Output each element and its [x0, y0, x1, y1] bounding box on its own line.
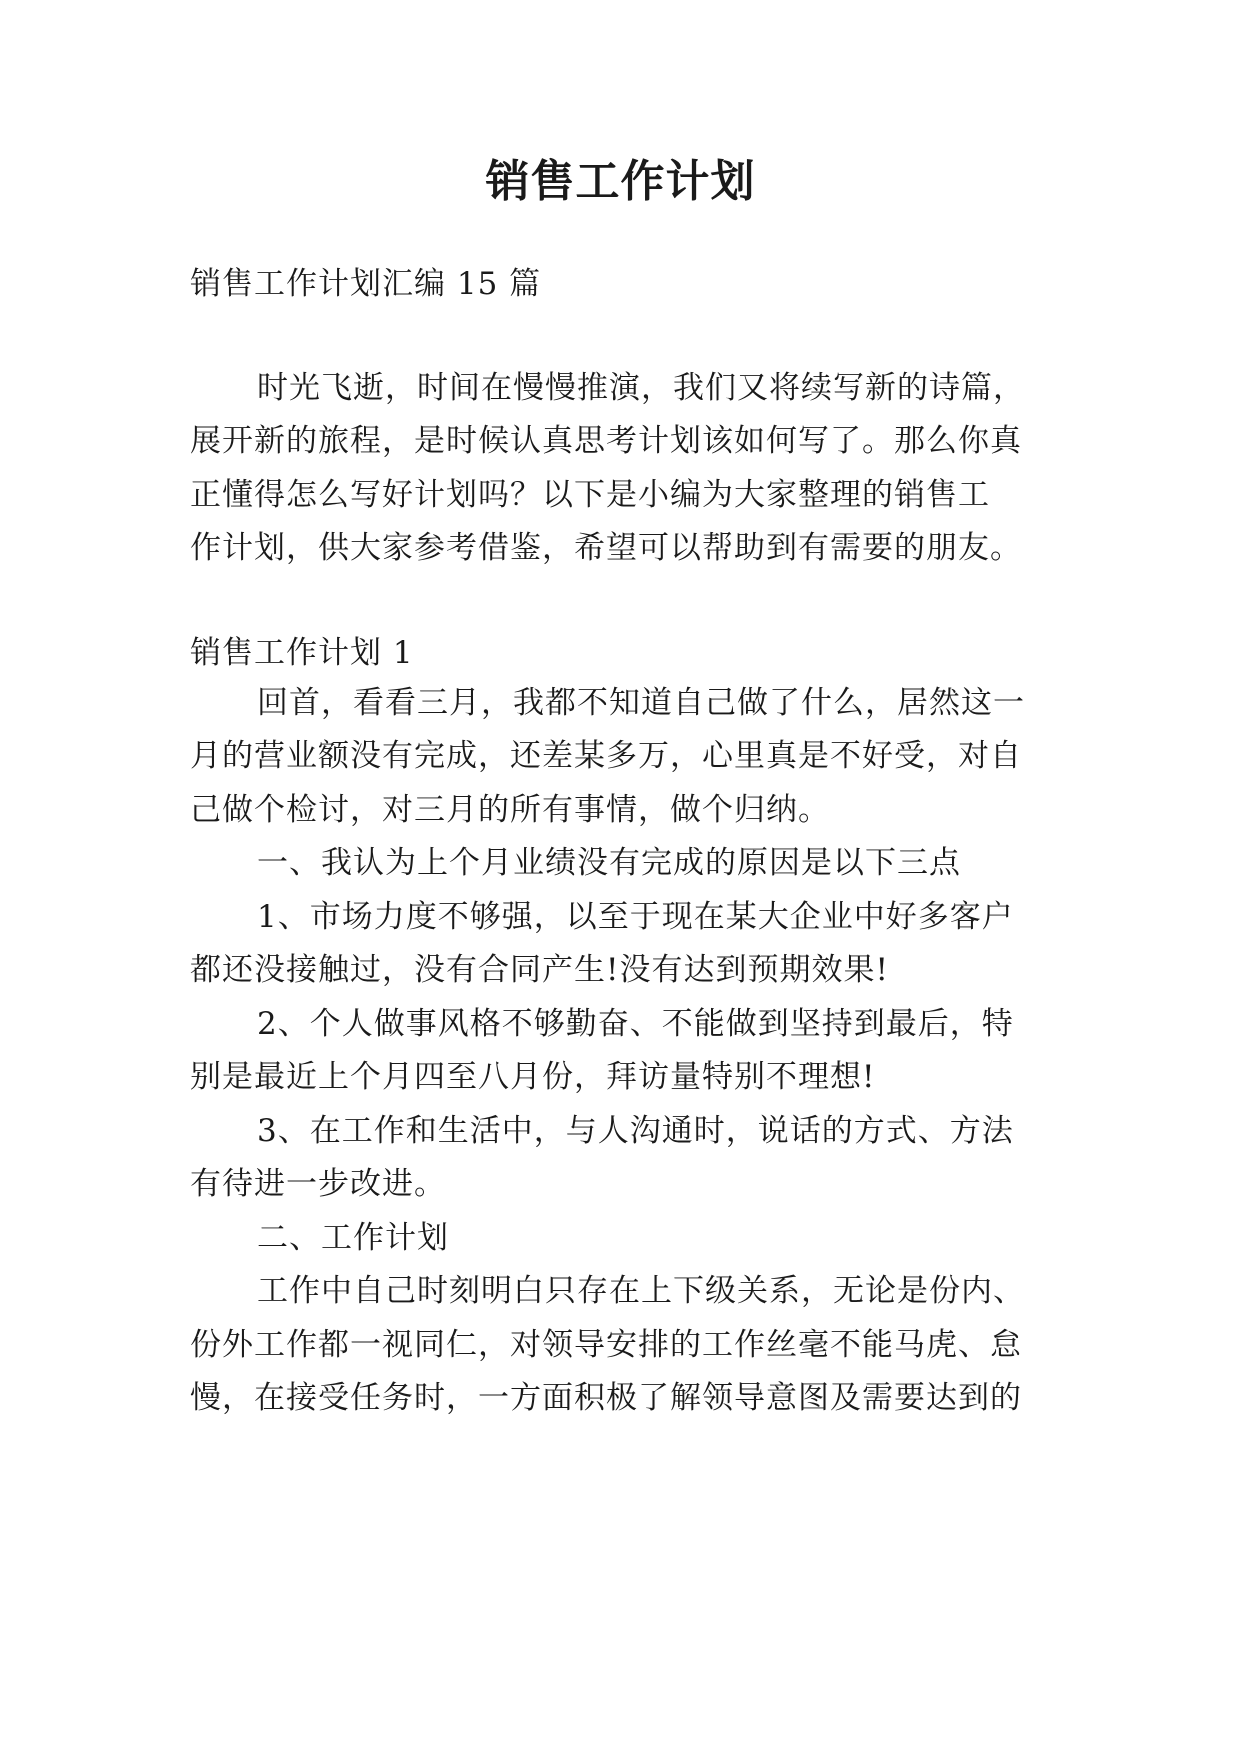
intro-line-3: 正懂得怎么写好计划吗？以下是小编为大家整理的销售工: [190, 477, 990, 513]
body-line-10: 有待进一步改进。: [190, 1166, 446, 1202]
body-line-5: 1、市场力度不够强，以至于现在某大企业中好多客户: [257, 899, 1014, 935]
section-heading: 销售工作计划 1: [190, 635, 414, 671]
intro-line-1: 时光飞逝，时间在慢慢推演，我们又将续写新的诗篇，: [257, 370, 1025, 406]
body-line-7: 2、个人做事风格不够勤奋、不能做到坚持到最后，特: [257, 1006, 1014, 1042]
body-line-4: 一、我认为上个月业绩没有完成的原因是以下三点: [257, 845, 961, 881]
body-line-9: 3、在工作和生活中，与人沟通时，说话的方式、方法: [257, 1113, 1014, 1149]
intro-line-2: 展开新的旅程，是时候认真思考计划该如何写了。那么你真: [190, 423, 1022, 459]
body-line-1: 回首，看看三月，我都不知道自己做了什么，居然这一: [257, 685, 1025, 721]
body-line-13: 份外工作都一视同仁，对领导安排的工作丝毫不能马虎、怠: [190, 1327, 1022, 1363]
body-line-14: 慢，在接受任务时，一方面积极了解领导意图及需要达到的: [190, 1380, 1022, 1416]
document-subtitle: 销售工作计划汇编 15 篇: [190, 266, 542, 302]
body-line-3: 己做个检讨，对三月的所有事情，做个归纳。: [190, 792, 830, 828]
intro-line-4: 作计划，供大家参考借鉴，希望可以帮助到有需要的朋友。: [190, 530, 1022, 566]
body-line-11: 二、工作计划: [257, 1220, 449, 1256]
body-line-12: 工作中自己时刻明白只存在上下级关系，无论是份内、: [257, 1273, 1025, 1309]
page-title: 销售工作计划: [485, 156, 756, 207]
body-line-2: 月的营业额没有完成，还差某多万，心里真是不好受，对自: [190, 738, 1022, 774]
body-line-8: 别是最近上个月四至八月份，拜访量特别不理想!: [190, 1059, 876, 1095]
body-line-6: 都还没接触过，没有合同产生!没有达到预期效果!: [190, 952, 889, 988]
